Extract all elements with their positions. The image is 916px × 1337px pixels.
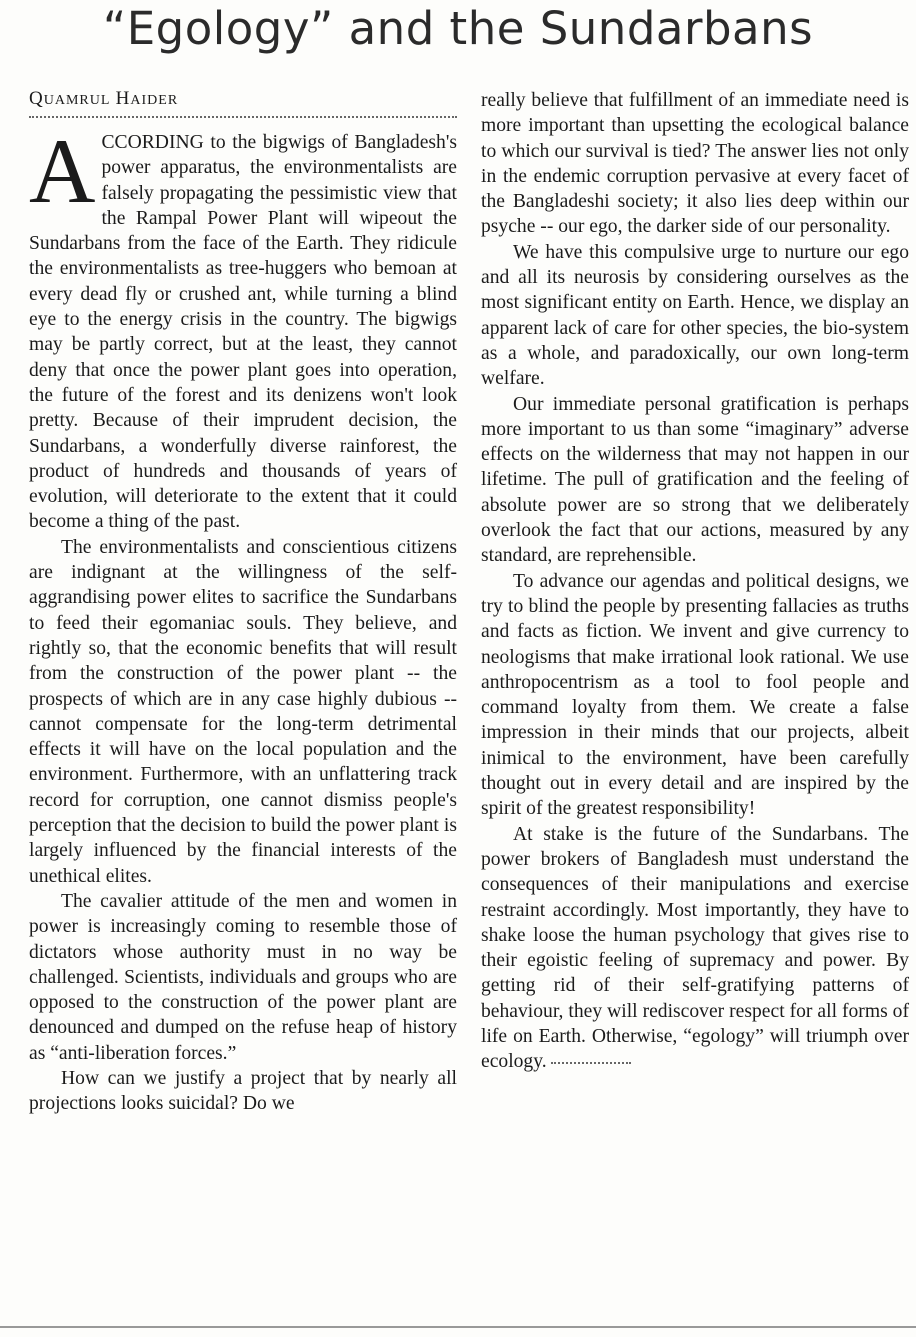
left-paragraph: The environmentalists and conscientious citizens are indignant at the willingness of the self-aggrandising power elites to sacrifice the Sundarbans to feed their egomaniac souls. They believe, and rightly so, that the economic benefits that will result from the construction of the power plant -- the prospects of which are in any case highly dubious -- cannot compensate for the long-term detrimental effects it will have on the local population and the environment. Furthermore, with an unflattering track record for corruption, one cannot dismiss people's perception that the decision to build the power plant is largely influenced by the financial interests of the unethical elites. [29,536,457,887]
end-dotted-rule [551,1062,631,1064]
byline-dotted-rule [29,116,457,118]
right-paragraph: We have this compulsive urge to nurture our ego and all its neurosis by considering ourselves as the most significant entity on Earth. Hence, we display an apparent lack of care for other species, the bio-system as a whole, and paradoxically, our own long-term welfare. [481,241,909,390]
right-paragraph-final [481,822,909,1075]
byline [29,88,457,110]
right-paragraph: really believe that fulfillment of an immediate need is more important than upsetting the ecological balance to which our survival is tied? The answer lies not only in the endemic corruption pervasive at every facet of the Bangladeshi society; it also lies deep within our psyche -- our ego, the darker side of our personality. [481,90,909,238]
drop-cap: A [29,120,96,222]
author-name: QUAMRUL HAIDER [29,88,179,109]
left-paragraph: How can we justify a project that by nearly all projections looks suicidal? Do we [29,1067,457,1115]
lead-text: CCORDING to the bigwigs of Bangladesh's power apparatus, the environmentalists are falsely propagating the pessimistic view that the Rampal Power Plant will wipeout the Sundarbans from the face of the Earth. They ridicule the environmentalists as tree-huggers who bemoan at every dead fly or crushed ant, while turning a blind eye to the energy crisis in the country. The bigwigs may be partly correct, but at the least, they cannot deny that once the power plant goes into operation, the future of the forest and its denizens won't look pretty. Because of their imprudent decision, the Sundarbans, a wonderfully diverse rainforest, the product of hundreds and thousands of years of evolution, will deteriorate to the extent that it could become a thing of the past. [29,132,457,533]
lead-paragraph [29,120,457,535]
left-paragraph: The cavalier attitude of the men and women in power is increasingly coming to resemble those of dictators whose authority must in no way be challenged. Scientists, individuals and groups who are opposed to the construction of the power plant are denounced and dumped on the refuse heap of history as “anti-liberation forces.” [29,890,457,1064]
left-column [29,88,457,1117]
right-paragraph: To advance our agendas and political designs, we try to blind the people by presenting fallacies as truths and facts as fiction. We invent and give currency to neologisms that make irrational look rational. We use anthropocentrism as a tool to fool people and command loyalty from them. We create a false impression in their minds that our projects, albeit inimical to the environment, have been carefully thought out in every detail and are inspired by the spirit of the greatest responsibility! [481,570,909,820]
final-text: At stake is the future of the Sundarbans. The power brokers of Bangladesh must understand the consequences of their manipulations and exercise restraint accordingly. Most importantly, they have to shake loose the human psychology that gives rise to their egoistic feeling of supremacy and power. By getting rid of their self-gratifying patterns of behaviour, they will rediscover respect for all forms of life on Earth. Otherwise, “egology” will triumph over ecology. [481,823,909,1073]
right-paragraph: Our immediate personal gratification is perhaps more important to us than some “imaginary” adverse effects on the wilderness that may not happen in our lifetime. The pull of gratification and the feeling of absolute power are so strong that we deliberately overlook the fact that our actions, measured by any standard, are reprehensible. [481,393,909,567]
right-column [481,88,909,1075]
headline: “Egology” and the Sundarbans [102,2,814,55]
bottom-rule [0,1326,916,1328]
